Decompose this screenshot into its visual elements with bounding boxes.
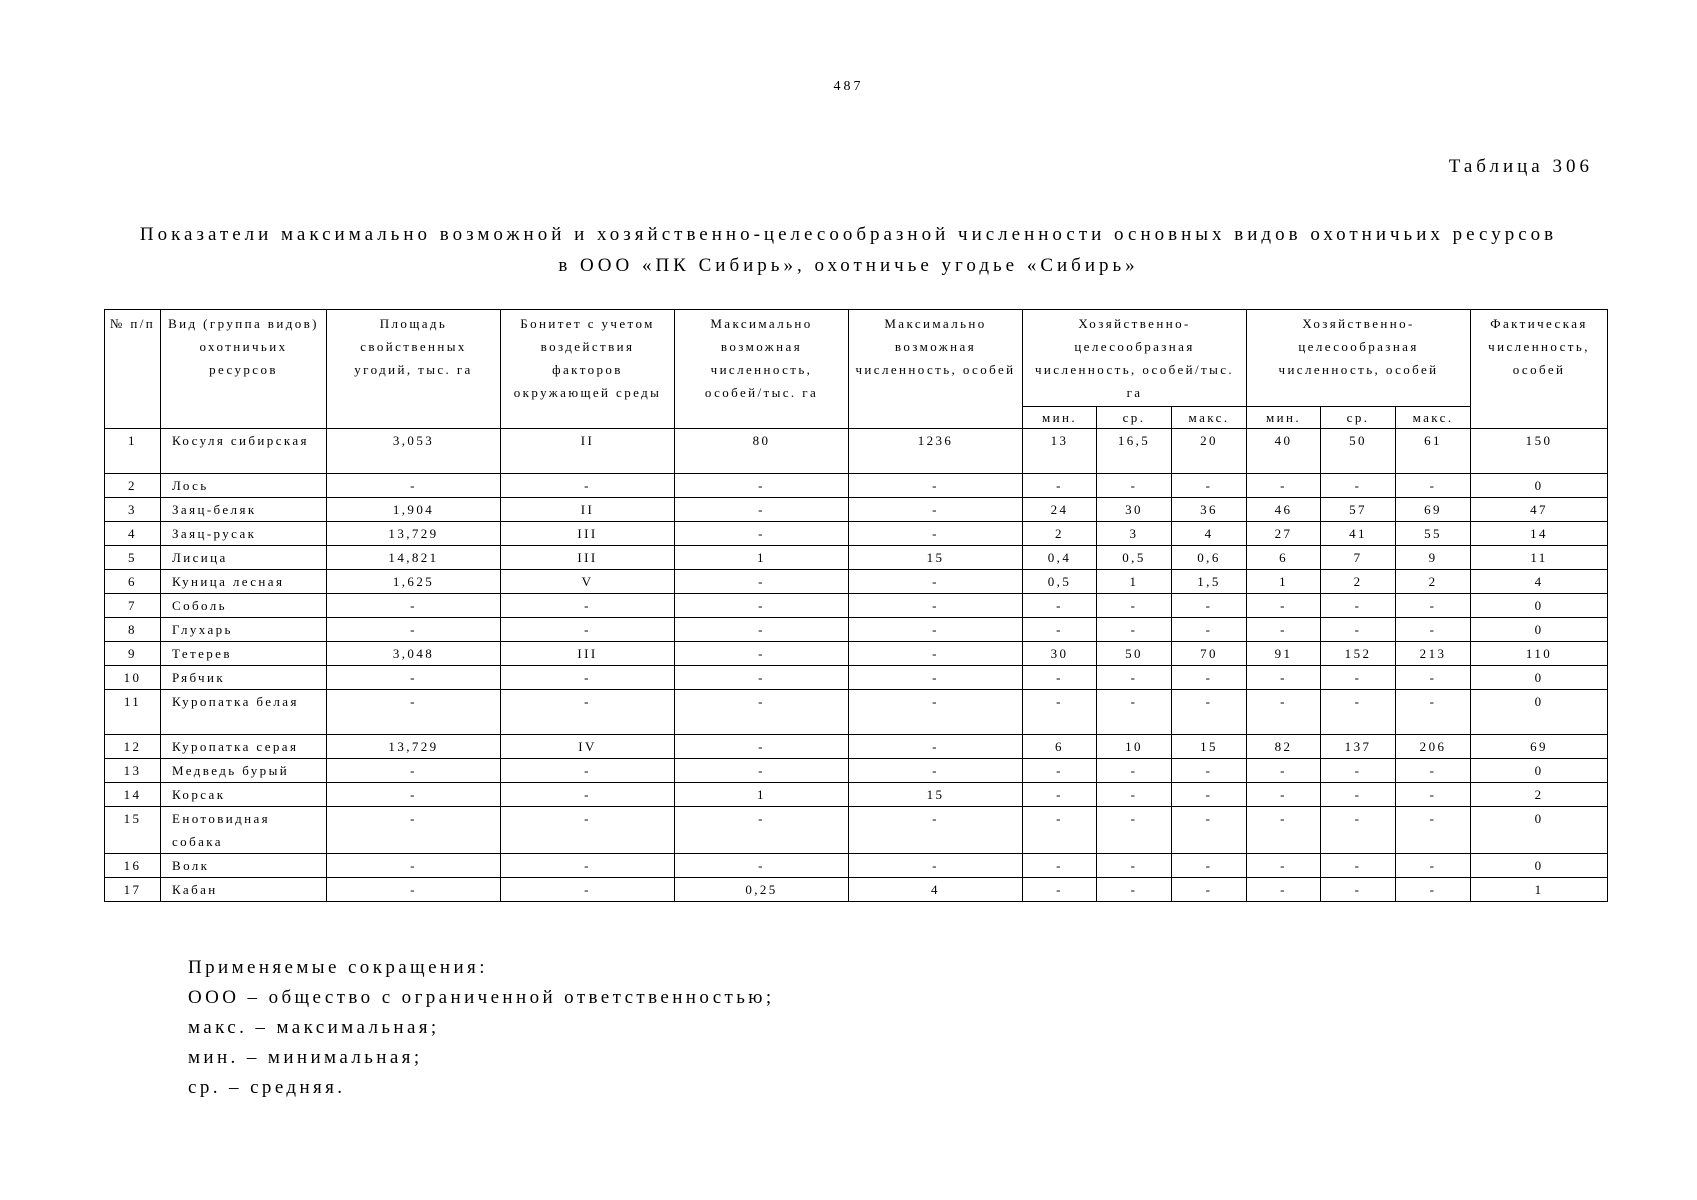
table-cell: - (849, 498, 1023, 522)
table-cell: - (327, 690, 501, 735)
subheader-min: мин. (1023, 407, 1097, 429)
table-cell: - (1023, 759, 1097, 783)
table-cell: - (675, 618, 849, 642)
table-cell: 11 (1471, 546, 1608, 570)
species-cell: Соболь (161, 594, 327, 618)
table-cell: 69 (1471, 735, 1608, 759)
title-line: Показатели максимально возможной и хозяйственно-целесообразной численности основных видов охотничьих ресурсов (139, 224, 1558, 245)
table-cell: 30 (1097, 498, 1172, 522)
table-cell: - (1396, 854, 1471, 878)
table-cell: 1,904 (327, 498, 501, 522)
header-econ-density: Хозяйственно-целесообразная численность, особей/тыс. га (1023, 310, 1247, 407)
table-cell: 13 (1023, 429, 1097, 474)
table-cell: - (1396, 666, 1471, 690)
table-cell: - (675, 807, 849, 854)
note-line: Применяемые сокращения: (188, 957, 488, 978)
table-cell: - (1247, 783, 1321, 807)
table-cell: 206 (1396, 735, 1471, 759)
table-cell: - (1097, 759, 1172, 783)
table-row (105, 735, 1608, 759)
table-cell: 30 (1023, 642, 1097, 666)
species-cell: Тетерев (161, 642, 327, 666)
table-cell: - (1023, 594, 1097, 618)
table-cell: 15 (1172, 735, 1247, 759)
table-cell: - (501, 474, 675, 498)
table-cell: 0 (1471, 759, 1608, 783)
table-cell: 57 (1321, 498, 1396, 522)
table-row (105, 783, 1608, 807)
table-cell: 6 (105, 570, 161, 594)
table-cell: - (1023, 878, 1097, 902)
table-cell: 14 (105, 783, 161, 807)
table-cell: 10 (1097, 735, 1172, 759)
table-row (105, 807, 1608, 854)
table-cell: - (1097, 618, 1172, 642)
table-cell: 0 (1471, 666, 1608, 690)
species-cell: Лось (161, 474, 327, 498)
table-cell: - (501, 594, 675, 618)
table-cell: - (1097, 807, 1172, 854)
table-cell: - (327, 618, 501, 642)
species-cell: Куропатка серая (161, 735, 327, 759)
table-cell: 3 (1097, 522, 1172, 546)
species-cell: Енотовидная собака (161, 807, 327, 854)
table-cell: 0,4 (1023, 546, 1097, 570)
species-cell: Куница лесная (161, 570, 327, 594)
table-cell: - (849, 474, 1023, 498)
table-cell: - (1023, 666, 1097, 690)
table-cell: II (501, 498, 675, 522)
table-cell: - (675, 498, 849, 522)
table-cell: - (1396, 690, 1471, 735)
table-cell: 1 (1097, 570, 1172, 594)
table-cell: 50 (1321, 429, 1396, 474)
table-cell: 27 (1247, 522, 1321, 546)
table-cell: - (1097, 474, 1172, 498)
table-cell: 15 (105, 807, 161, 854)
species-cell: Косуля сибирская (161, 429, 327, 474)
note-line: ср. – средняя. (188, 1077, 346, 1098)
table-cell: 61 (1396, 429, 1471, 474)
table-cell: - (327, 474, 501, 498)
table-row (105, 666, 1608, 690)
table-cell: - (849, 594, 1023, 618)
table-cell: 82 (1247, 735, 1321, 759)
table-row (105, 522, 1608, 546)
table-cell: V (501, 570, 675, 594)
table-cell: - (1321, 878, 1396, 902)
species-cell: Куропатка белая (161, 690, 327, 735)
table-cell: 152 (1321, 642, 1396, 666)
table-cell: - (1247, 594, 1321, 618)
table-cell: III (501, 642, 675, 666)
table-cell: 0 (1471, 474, 1608, 498)
species-cell: Волк (161, 854, 327, 878)
table-cell: - (501, 759, 675, 783)
table-cell: 0,5 (1023, 570, 1097, 594)
table-row (105, 878, 1608, 902)
table-cell: - (1396, 783, 1471, 807)
table-cell: 15 (849, 783, 1023, 807)
header-max-count: Максимально возможная численность, особей (849, 310, 1023, 429)
table-cell: 24 (1023, 498, 1097, 522)
table-cell: - (849, 618, 1023, 642)
table-cell: 55 (1396, 522, 1471, 546)
table-cell: 69 (1396, 498, 1471, 522)
table-cell: - (1247, 474, 1321, 498)
table-cell: - (675, 854, 849, 878)
table-cell: - (1321, 666, 1396, 690)
species-cell: Медведь бурый (161, 759, 327, 783)
table-cell: III (501, 546, 675, 570)
subheader-max: макс. (1396, 407, 1471, 429)
subheader-avg: ср. (1321, 407, 1396, 429)
table-cell: - (1396, 878, 1471, 902)
table-cell: - (675, 474, 849, 498)
table-cell: 0 (1471, 854, 1608, 878)
table-cell: 0 (1471, 594, 1608, 618)
table-cell: - (675, 642, 849, 666)
table-cell: 0,6 (1172, 546, 1247, 570)
table-cell: 46 (1247, 498, 1321, 522)
table-body (105, 429, 1608, 902)
table-cell: - (501, 807, 675, 854)
table-cell: - (1097, 594, 1172, 618)
table-cell: 4 (849, 878, 1023, 902)
table-cell: 3,053 (327, 429, 501, 474)
table-cell: - (1023, 690, 1097, 735)
table-cell: 0 (1471, 618, 1608, 642)
table-cell: - (327, 878, 501, 902)
table-cell: - (849, 522, 1023, 546)
table-cell: - (1247, 618, 1321, 642)
table-cell: 1 (675, 783, 849, 807)
title-line: в ООО «ПК Сибирь», охотничье угодье «Сибирь» (558, 255, 1139, 276)
table-cell: - (1023, 783, 1097, 807)
table-cell: 36 (1172, 498, 1247, 522)
table-cell: 50 (1097, 642, 1172, 666)
table-cell: - (849, 666, 1023, 690)
table-cell: - (1247, 878, 1321, 902)
table-cell: - (1172, 759, 1247, 783)
table-cell: - (1172, 666, 1247, 690)
table-cell: 15 (849, 546, 1023, 570)
table-cell: 13,729 (327, 735, 501, 759)
table-cell: 4 (1172, 522, 1247, 546)
table-cell: - (1172, 690, 1247, 735)
species-cell: Корсак (161, 783, 327, 807)
table-cell: - (1097, 783, 1172, 807)
table-row (105, 690, 1608, 735)
table-cell: - (1172, 474, 1247, 498)
subheader-max: макс. (1172, 407, 1247, 429)
table-row (105, 429, 1608, 474)
species-cell: Заяц-беляк (161, 498, 327, 522)
table-cell: - (1247, 807, 1321, 854)
table-cell: - (1396, 474, 1471, 498)
header-num: № п/п (105, 310, 161, 429)
table-cell: - (501, 666, 675, 690)
table-cell: 80 (675, 429, 849, 474)
table-cell: - (327, 807, 501, 854)
table-cell: - (1321, 759, 1396, 783)
table-cell: 16,5 (1097, 429, 1172, 474)
table-cell: 13 (105, 759, 161, 783)
table-cell: 4 (1471, 570, 1608, 594)
table-cell: 2 (1023, 522, 1097, 546)
table-cell: - (1023, 618, 1097, 642)
table-cell: - (1097, 878, 1172, 902)
table-cell: - (1023, 474, 1097, 498)
table-cell: 137 (1321, 735, 1396, 759)
table-cell: II (501, 429, 675, 474)
table-row (105, 570, 1608, 594)
table-cell: 0 (1471, 807, 1608, 854)
table-row (105, 618, 1608, 642)
table-cell: - (501, 618, 675, 642)
table-cell: - (849, 759, 1023, 783)
table-cell: 1 (1471, 878, 1608, 902)
table-cell: 110 (1471, 642, 1608, 666)
table-cell: - (1396, 618, 1471, 642)
page-number: 487 (833, 79, 864, 94)
table-cell: 91 (1247, 642, 1321, 666)
table-cell: - (1396, 594, 1471, 618)
table-cell: - (327, 666, 501, 690)
table-cell: - (849, 642, 1023, 666)
table-row (105, 498, 1608, 522)
table-cell: - (1321, 854, 1396, 878)
table-cell: - (1321, 690, 1396, 735)
table-cell: 4 (105, 522, 161, 546)
table-cell: 11 (105, 690, 161, 735)
note-line: мин. – минимальная; (188, 1047, 423, 1068)
table-cell: - (1097, 690, 1172, 735)
table-cell: IV (501, 735, 675, 759)
table-cell: 20 (1172, 429, 1247, 474)
species-cell: Рябчик (161, 666, 327, 690)
table-row (105, 854, 1608, 878)
table-cell: - (675, 735, 849, 759)
population-table (104, 309, 1608, 902)
table-cell: - (1172, 878, 1247, 902)
table-cell: 3,048 (327, 642, 501, 666)
table-cell: 213 (1396, 642, 1471, 666)
table-cell: - (1172, 854, 1247, 878)
table-cell: 8 (105, 618, 161, 642)
subheader-min: мин. (1247, 407, 1321, 429)
table-cell: - (1023, 854, 1097, 878)
table-cell: - (1023, 807, 1097, 854)
table-cell: - (1321, 594, 1396, 618)
species-cell: Глухарь (161, 618, 327, 642)
table-cell: 17 (105, 878, 161, 902)
table-cell: 1236 (849, 429, 1023, 474)
table-cell: - (675, 759, 849, 783)
table-cell: - (501, 690, 675, 735)
table-cell: 150 (1471, 429, 1608, 474)
table-cell: - (501, 854, 675, 878)
table-cell: 10 (105, 666, 161, 690)
table-cell: - (1321, 783, 1396, 807)
table-cell: 2 (105, 474, 161, 498)
table-cell: - (1247, 759, 1321, 783)
table-cell: - (675, 522, 849, 546)
table-cell: 2 (1396, 570, 1471, 594)
table-cell: 0,25 (675, 878, 849, 902)
note-line: ООО – общество с ограниченной ответственностью; (188, 987, 775, 1008)
table-cell: 2 (1471, 783, 1608, 807)
table-cell: 7 (105, 594, 161, 618)
header-area: Площадь свойственных угодий, тыс. га (327, 310, 501, 429)
table-cell: - (849, 735, 1023, 759)
table-row (105, 642, 1608, 666)
table-cell: 3 (105, 498, 161, 522)
species-cell: Кабан (161, 878, 327, 902)
table-cell: 70 (1172, 642, 1247, 666)
table-cell: 9 (105, 642, 161, 666)
table-cell: 13,729 (327, 522, 501, 546)
note-line: макс. – максимальная; (188, 1017, 440, 1038)
table-row (105, 546, 1608, 570)
table-cell: - (501, 783, 675, 807)
abbreviations-notes (188, 953, 775, 1103)
table-cell: - (1097, 666, 1172, 690)
header-actual: Фактическая численность, особей (1471, 310, 1608, 429)
table-cell: - (675, 690, 849, 735)
table-cell: - (849, 854, 1023, 878)
table-cell: - (501, 878, 675, 902)
table-row (105, 759, 1608, 783)
species-cell: Заяц-русак (161, 522, 327, 546)
table-cell: - (675, 594, 849, 618)
table-cell: 14,821 (327, 546, 501, 570)
table-cell: - (327, 594, 501, 618)
table-cell: 2 (1321, 570, 1396, 594)
table-cell: 5 (105, 546, 161, 570)
table-cell: - (849, 690, 1023, 735)
table-cell: 7 (1321, 546, 1396, 570)
header-max-density: Максимально возможная численность, особей/тыс. га (675, 310, 849, 429)
species-cell: Лисица (161, 546, 327, 570)
table-cell: - (1172, 783, 1247, 807)
subheader-avg: ср. (1097, 407, 1172, 429)
table-cell: 6 (1247, 546, 1321, 570)
table-cell: - (1247, 690, 1321, 735)
table-cell: 6 (1023, 735, 1097, 759)
table-title (60, 219, 1637, 281)
table-cell: 12 (105, 735, 161, 759)
table-cell: 1,5 (1172, 570, 1247, 594)
table-cell: - (1247, 666, 1321, 690)
header-species: Вид (группа видов) охотничьих ресурсов (161, 310, 327, 429)
table-cell: 1 (675, 546, 849, 570)
table-cell: - (327, 759, 501, 783)
table-cell: 1 (105, 429, 161, 474)
table-cell: 41 (1321, 522, 1396, 546)
table-label: Таблица 306 (1448, 156, 1593, 177)
table-cell: - (1247, 854, 1321, 878)
table-cell: - (675, 570, 849, 594)
table-cell: 0 (1471, 690, 1608, 735)
header-bonitet: Бонитет с учетом воздействия факторов окружающей среды (501, 310, 675, 429)
header-econ-count: Хозяйственно-целесообразная численность, особей (1247, 310, 1471, 407)
table-cell: 47 (1471, 498, 1608, 522)
table-cell: 40 (1247, 429, 1321, 474)
table-cell: - (327, 783, 501, 807)
table-cell: 0,5 (1097, 546, 1172, 570)
table-cell: - (327, 854, 501, 878)
table-cell: 9 (1396, 546, 1471, 570)
table-cell: - (1321, 807, 1396, 854)
table-cell: - (1172, 594, 1247, 618)
table-cell: - (1321, 618, 1396, 642)
table-cell: - (1396, 759, 1471, 783)
table-cell: - (1172, 618, 1247, 642)
table-cell: 16 (105, 854, 161, 878)
table-row (105, 594, 1608, 618)
table-cell: - (1097, 854, 1172, 878)
table-cell: - (675, 666, 849, 690)
table-row (105, 474, 1608, 498)
table-cell: - (1172, 807, 1247, 854)
table-cell: - (1396, 807, 1471, 854)
table-cell: - (1321, 474, 1396, 498)
table-cell: - (849, 807, 1023, 854)
table-cell: 1 (1247, 570, 1321, 594)
table-cell: 14 (1471, 522, 1608, 546)
table-cell: III (501, 522, 675, 546)
table-cell: 1,625 (327, 570, 501, 594)
table-cell: - (849, 570, 1023, 594)
